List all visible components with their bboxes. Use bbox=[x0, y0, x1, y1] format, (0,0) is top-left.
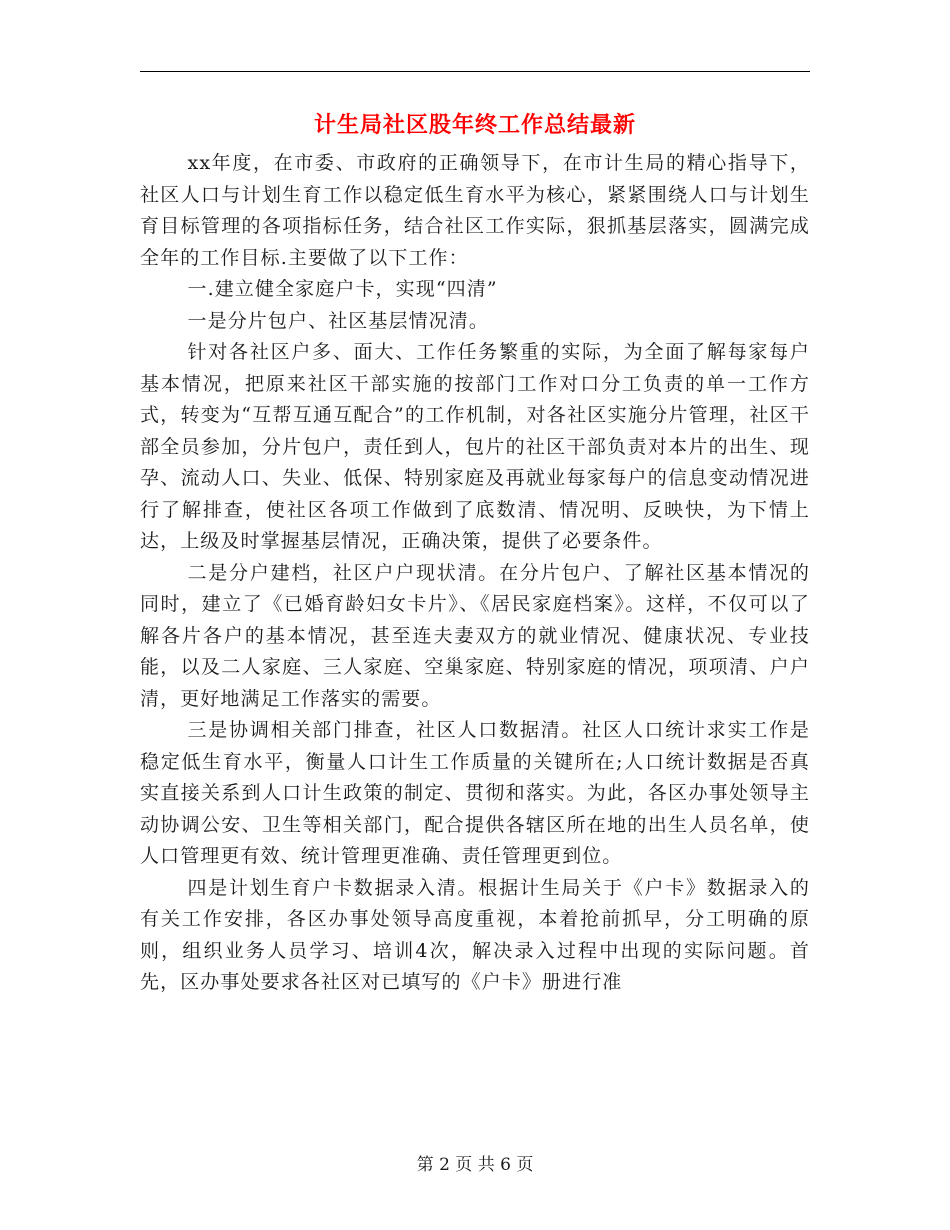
page-number: 第 2 页 共 6 页 bbox=[416, 1155, 534, 1175]
paragraph-body: 三是协调相关部门排查，社区人口数据清。社区人口统计求实工作是稳定低生育水平，衡量人口计生工作质量的关键所在;人口统计数据是否真实直接关系到人口计生政策的制定、贯彻和落实。为此，各区办事处领导主动协调公安、卫生等相关部门，配合提供各辖区所在地的出生人员名单，使人口管理更有效、统计管理更准确、责任管理更到位。 bbox=[140, 719, 810, 867]
paragraph-intro: xx年度，在市委、市政府的正确领导下，在市计生局的精心指导下，社区人口与计划生育工作以稳定低生育水平为核心，紧紧围绕人口与计划生育目标管理的各项指标任务，结合社区工作实际，狠抓基层落实，圆满完成全年的工作目标.主要做了以下工作： bbox=[140, 152, 810, 269]
document-body bbox=[140, 148, 810, 999]
sub-heading-1: 一是分片包户、社区基层情况清。 bbox=[187, 309, 490, 332]
section-heading-1: 一.建立健全家庭户卡，实现“四清” bbox=[187, 278, 498, 300]
document-title: 计生局社区股年终工作总结最新 bbox=[313, 112, 636, 138]
header-rule bbox=[140, 71, 810, 72]
paragraph-body: 二是分户建档，社区户户现状清。在分片包户、了解社区基本情况的同时，建立了《已婚育龄妇女卡片》、《居民家庭档案》。这样，不仅可以了解各片各户的基本情况，甚至连夫妻双方的就业情况、健康状况、专业技能，以及二人家庭、三人家庭、空巢家庭、特别家庭的情况，项项清、户户清，更好地满足工作落实的需要。 bbox=[140, 561, 810, 710]
page-footer bbox=[0, 1153, 950, 1177]
paragraph-body: 四是计划生育户卡数据录入清。根据计生局关于《户卡》数据录入的有关工作安排，各区办事处领导高度重视，本着抢前抓早，分工明确的原则，组织业务人员学习、培训4次，解决录入过程中出现的实际问题。首先，区办事处要求各社区对已填写的《户卡》册进行准 bbox=[140, 876, 810, 993]
paragraph-body: 针对各社区户多、面大、工作任务繁重的实际，为全面了解每家每户基本情况，把原来社区干部实施的按部门工作对口分工负责的单一工作方式，转变为“互帮互通互配合”的工作机制，对各社区实施分片管理，社区干部全员参加，分片包户，责任到人，包片的社区干部负责对本片的出生、现孕、流动人口、失业、低保、特别家庭及再就业每家每户的信息变动情况进行了解排查，使社区各项工作做到了底数清、情况明、反映快，为下情上达，上级及时掌握基层情况，正确决策，提供了必要条件。 bbox=[140, 341, 810, 552]
